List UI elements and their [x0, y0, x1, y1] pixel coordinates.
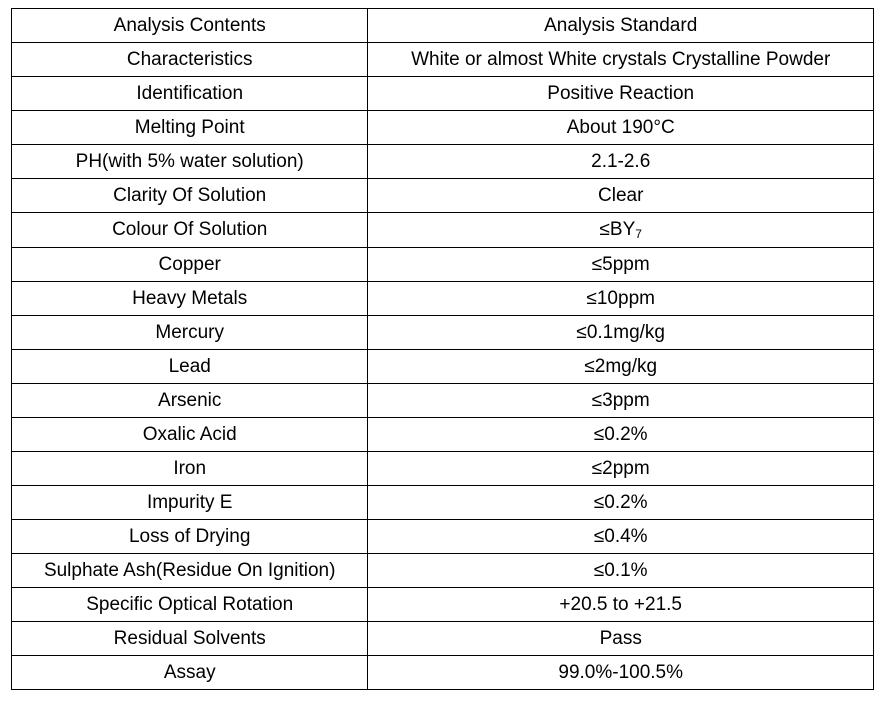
table-row [12, 418, 874, 452]
standard-cell: ≤5ppm [368, 248, 874, 282]
table-row [12, 656, 874, 690]
standard-cell: ≤0.1mg/kg [368, 316, 874, 350]
standard-cell: About 190°C [368, 111, 874, 145]
table-row [12, 554, 874, 588]
table-row [12, 111, 874, 145]
table-row [12, 145, 874, 179]
standard-cell: ≤2ppm [368, 452, 874, 486]
standard-subscript: 7 [635, 227, 642, 241]
item-cell: Characteristics [12, 43, 368, 77]
standard-cell: ≤10ppm [368, 282, 874, 316]
analysis-spec-table [11, 8, 874, 690]
item-cell: Loss of Drying [12, 520, 368, 554]
item-cell: Clarity Of Solution [12, 179, 368, 213]
item-cell: Assay [12, 656, 368, 690]
item-cell: Iron [12, 452, 368, 486]
standard-cell: Clear [368, 179, 874, 213]
standard-cell: Pass [368, 622, 874, 656]
item-cell: Copper [12, 248, 368, 282]
table-row [12, 486, 874, 520]
table-row [12, 622, 874, 656]
standard-cell: ≤0.2% [368, 486, 874, 520]
item-cell: Mercury [12, 316, 368, 350]
standard-cell [368, 213, 874, 248]
item-cell: Colour Of Solution [12, 213, 368, 248]
standard-value: ≤BY [599, 219, 636, 240]
standard-cell: ≤0.1% [368, 554, 874, 588]
item-cell: Impurity E [12, 486, 368, 520]
header-analysis-contents: Analysis Contents [12, 9, 368, 43]
table-row [12, 77, 874, 111]
item-cell: Sulphate Ash(Residue On Ignition) [12, 554, 368, 588]
header-analysis-standard: Analysis Standard [368, 9, 874, 43]
standard-cell: Positive Reaction [368, 77, 874, 111]
item-cell: Residual Solvents [12, 622, 368, 656]
table-row [12, 520, 874, 554]
standard-cell: +20.5 to +21.5 [368, 588, 874, 622]
item-cell: Oxalic Acid [12, 418, 368, 452]
item-cell: Arsenic [12, 384, 368, 418]
table-row [12, 213, 874, 248]
table-row [12, 248, 874, 282]
item-cell: Melting Point [12, 111, 368, 145]
standard-cell: 99.0%-100.5% [368, 656, 874, 690]
standard-cell: 2.1-2.6 [368, 145, 874, 179]
item-cell: Specific Optical Rotation [12, 588, 368, 622]
table-row [12, 316, 874, 350]
item-cell: PH(with 5% water solution) [12, 145, 368, 179]
table-row [12, 452, 874, 486]
table-row [12, 179, 874, 213]
standard-cell: ≤3ppm [368, 384, 874, 418]
table-row [12, 384, 874, 418]
standard-cell: ≤0.2% [368, 418, 874, 452]
standard-cell: ≤2mg/kg [368, 350, 874, 384]
standard-cell: White or almost White crystals Crystalline Powder [368, 43, 874, 77]
table-row [12, 588, 874, 622]
table-row [12, 43, 874, 77]
table-header-row [12, 9, 874, 43]
item-cell: Lead [12, 350, 368, 384]
standard-cell: ≤0.4% [368, 520, 874, 554]
table-row [12, 350, 874, 384]
table-row [12, 282, 874, 316]
item-cell: Identification [12, 77, 368, 111]
item-cell: Heavy Metals [12, 282, 368, 316]
